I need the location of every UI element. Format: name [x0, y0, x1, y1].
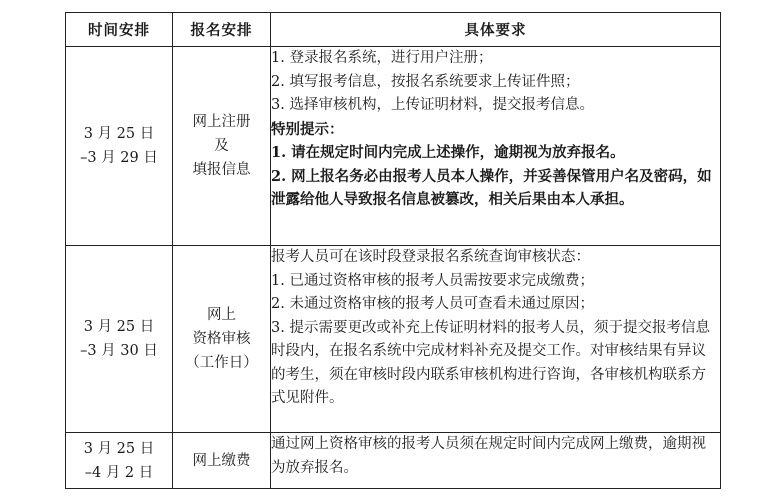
requirements-cell — [271, 47, 721, 246]
registration-cell — [173, 246, 271, 433]
header-requirements: 具体要求 — [271, 13, 721, 47]
table-row — [66, 47, 721, 246]
date-end: –4 月 2 日 — [84, 464, 154, 481]
req-item: 2. 未通过资格审核的报考人员可查看未通过原因； — [271, 296, 594, 312]
table-row — [66, 433, 721, 489]
table-row — [66, 246, 721, 433]
notice-item: 2. 网上报名务必由报考人员本人操作，并妥善保管用户名及密码，如泄露给他人导致报名信息被篡改，相关后果由本人承担。 — [271, 167, 712, 208]
registration-cell — [173, 47, 271, 246]
requirements-cell — [271, 433, 721, 489]
req-item: 通过网上资格审核的报考人员须在规定时间内完成网上缴费，逾期视为放弃报名。 — [271, 436, 706, 476]
date-cell — [66, 47, 173, 246]
header-registration: 报名安排 — [173, 13, 271, 47]
req-intro: 报考人员可在该时段登录报名系统查询审核状态： — [271, 249, 590, 265]
reg-line: 资格审核 — [192, 331, 251, 347]
date-cell — [66, 246, 173, 433]
date-start: 3 月 25 日 — [83, 126, 155, 142]
req-item: 3. 选择审核机构，上传证明材料，提交报考信息。 — [271, 97, 594, 113]
date-start: 3 月 25 日 — [83, 319, 155, 335]
notice-title: 特别提示： — [271, 120, 344, 138]
date-start: 3 月 25 日 — [83, 440, 155, 457]
date-cell — [66, 433, 173, 489]
notice-item: 1. 请在规定时间内完成上述操作，逾期视为放弃报名。 — [271, 144, 625, 161]
reg-line: 及 — [214, 138, 229, 154]
registration-cell — [173, 433, 271, 489]
reg-line: 网上注册 — [192, 114, 251, 130]
req-item: 3. 提示需要更改或补充上传证明材料的报考人员，须于提交报考信息时段内，在报名系统中完成材料补充及提交工作。对审核结果有异议的考生，须在审核时段内联系审核机构进行咨询，各审核机构联系方式见附件。 — [271, 319, 710, 406]
registration-schedule-table — [65, 12, 721, 489]
reg-line: 网上 — [207, 307, 236, 323]
req-item: 1. 登录报名系统，进行用户注册； — [271, 50, 493, 66]
reg-line: 网上缴费 — [192, 452, 251, 469]
requirements-cell — [271, 246, 721, 433]
req-item: 2. 填写报考信息，按报名系统要求上传证件照； — [271, 73, 580, 90]
reg-line: 填报信息 — [192, 162, 251, 178]
header-time: 时间安排 — [66, 13, 173, 47]
date-end: –3 月 30 日 — [80, 343, 158, 359]
reg-line: （工作日） — [185, 355, 258, 371]
header-row — [66, 13, 721, 47]
date-end: –3 月 29 日 — [80, 150, 158, 166]
req-item: 1. 已通过资格审核的报考人员需按要求完成缴费； — [271, 272, 594, 289]
